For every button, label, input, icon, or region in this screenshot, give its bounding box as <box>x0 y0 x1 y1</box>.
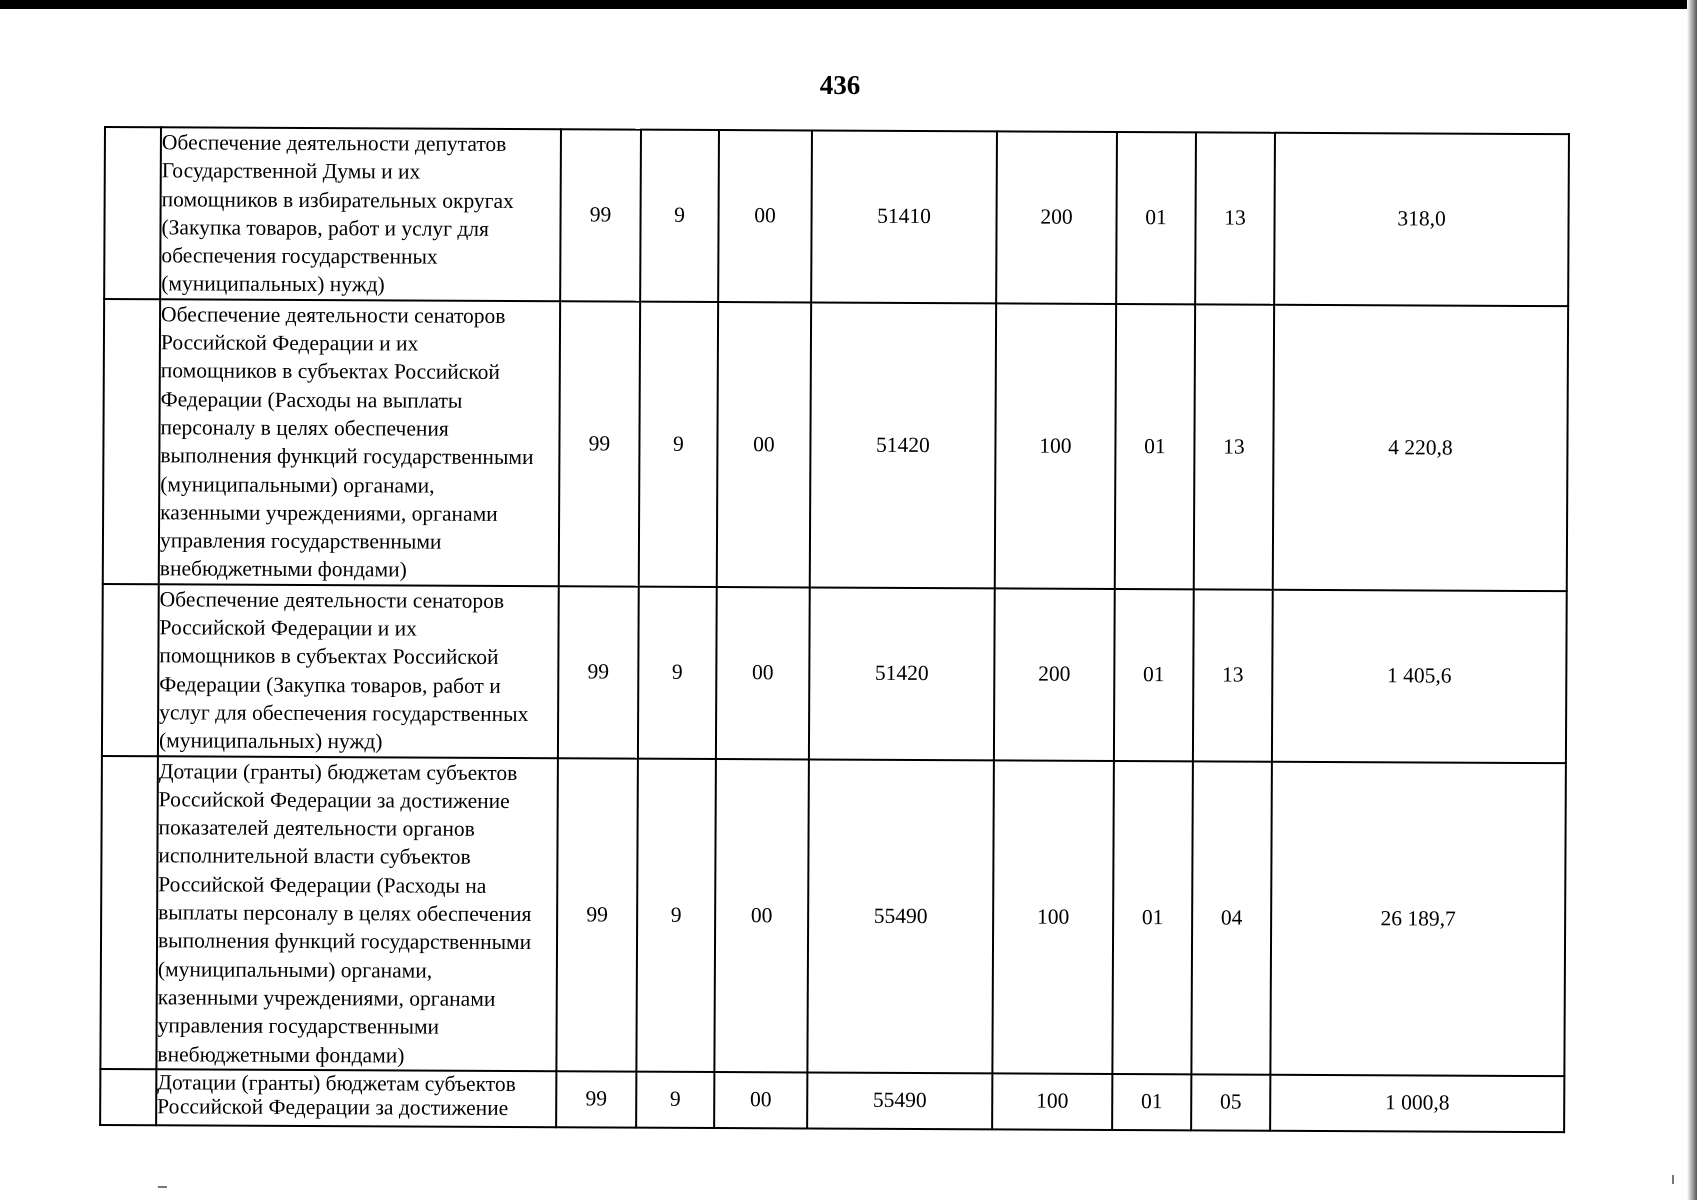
code-cell: 55490 <box>807 1072 992 1129</box>
description-cell: Дотации (гранты) бюджетам субъектов Российской Федерации за достижение показателей деятельности органов исполнительной власти субъектов Российской Федерации (Расходы на выплаты персоналу в целях обеспечения выполнения функций государственными (муниципальными) органами, казенными учреждениями, органами управления государственными внебюджетными фондами) <box>156 756 558 1071</box>
table-row <box>103 299 1568 591</box>
row-number-cell <box>100 756 158 1070</box>
budget-table <box>99 126 1570 1133</box>
code-cell: 51420 <box>809 587 995 760</box>
code-cell: 9 <box>640 130 719 302</box>
table-row <box>100 756 1566 1076</box>
code-cell: 9 <box>636 1071 714 1127</box>
code-cell: 99 <box>556 758 638 1072</box>
amount-cell: 4 220,8 <box>1273 305 1568 591</box>
description-cell: Обеспечение деятельности депутатов Государственной Думы и их помощников в избирательных округах (Закупка товаров, работ и услуг для обеспечения государственных (муниципальных) нужд) <box>160 127 561 301</box>
amount-cell: 1 405,6 <box>1272 589 1567 762</box>
row-number-cell <box>103 299 160 584</box>
code-cell: 200 <box>996 131 1117 303</box>
code-cell: 00 <box>714 759 809 1073</box>
budget-table-wrap <box>99 126 1568 1133</box>
code-cell: 04 <box>1191 761 1272 1075</box>
code-cell: 99 <box>556 1071 636 1127</box>
row-number-cell <box>104 127 161 299</box>
scan-speck <box>1672 1175 1674 1184</box>
scan-speck <box>158 1186 167 1188</box>
code-cell: 51420 <box>810 302 996 588</box>
code-cell: 9 <box>636 758 716 1072</box>
scan-right-edge <box>1687 0 1697 1200</box>
scan-top-border <box>0 0 1697 9</box>
code-cell: 13 <box>1193 589 1273 761</box>
code-cell: 01 <box>1112 761 1193 1075</box>
code-cell: 00 <box>717 302 811 587</box>
table-row <box>100 1069 1564 1132</box>
code-cell: 200 <box>994 588 1115 760</box>
code-cell: 13 <box>1194 304 1274 589</box>
table-row <box>102 584 1567 763</box>
table-row <box>104 127 1569 306</box>
code-cell: 13 <box>1195 132 1275 304</box>
row-number-cell <box>102 584 159 756</box>
row-number-cell <box>100 1069 156 1125</box>
page-number: 436 <box>819 70 861 100</box>
amount-cell: 1 000,8 <box>1270 1075 1564 1132</box>
amount-cell: 318,0 <box>1274 133 1569 306</box>
code-cell: 55490 <box>807 759 994 1073</box>
code-cell: 99 <box>558 586 639 758</box>
code-cell: 9 <box>638 586 717 758</box>
code-cell: 00 <box>718 130 812 302</box>
code-cell: 9 <box>639 301 718 586</box>
code-cell: 99 <box>560 129 641 301</box>
code-cell: 00 <box>716 587 810 759</box>
code-cell: 100 <box>992 1073 1112 1130</box>
description-cell: Обеспечение деятельности сенаторов Российской Федерации и их помощников в субъектах Российской Федерации (Закупка товаров, работ и услуг для обеспечения государственных (муниципальных) нужд) <box>158 584 559 758</box>
code-cell: 100 <box>992 760 1114 1074</box>
description-cell: Обеспечение деятельности сенаторов Российской Федерации и их помощников в субъектах Российской Федерации (Расходы на выплаты персоналу в целях обеспечения выполнения функций государственными (муниципальными) органами, казенными учреждениями, органами управления государственными внебюджетными фондами) <box>159 299 560 586</box>
code-cell: 01 <box>1112 1074 1191 1130</box>
code-cell: 05 <box>1191 1074 1270 1130</box>
code-cell: 51410 <box>811 130 997 303</box>
code-cell: 01 <box>1114 589 1194 761</box>
code-cell: 01 <box>1116 132 1196 304</box>
code-cell: 100 <box>995 303 1116 589</box>
amount-cell: 26 189,7 <box>1270 761 1566 1076</box>
code-cell: 01 <box>1115 304 1195 589</box>
code-cell: 99 <box>559 301 640 586</box>
code-cell: 00 <box>714 1072 807 1128</box>
description-cell: Дотации (гранты) бюджетам субъектов Российской Федерации за достижение <box>156 1069 556 1127</box>
